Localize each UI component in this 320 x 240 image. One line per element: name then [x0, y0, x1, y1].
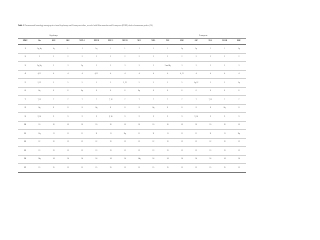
table-cell: 2	[203, 53, 217, 62]
table-cell: 5	[89, 79, 103, 88]
column-header: BRE	[237, 40, 241, 43]
table-cell: 14	[146, 155, 160, 164]
table-cell: 7	[232, 96, 246, 105]
table-cell: 1q	[189, 45, 203, 54]
table-cell: 8	[161, 104, 175, 113]
table-cell: 4	[218, 70, 232, 79]
table-cell: 6	[189, 87, 203, 96]
table-cell: 3	[175, 62, 189, 71]
table-cell: 9	[218, 113, 232, 122]
table-cell: 12	[32, 138, 46, 147]
group-peromyscus: Peromyscus	[161, 34, 247, 39]
table-cell: 10	[118, 121, 132, 130]
table-cell: 6	[104, 87, 118, 96]
column-header: NEP-C	[108, 40, 114, 43]
table-cell: 5	[104, 79, 118, 88]
table-cell: 3	[104, 62, 118, 71]
table-cell: 15	[232, 164, 246, 173]
caption-text: Chromosomal homology among species from Onychomys and Peromyscus tribes, revealed with Mus musculus and Peromyscus (PERE) whole-chromosome probes (CS)	[24, 25, 153, 27]
table-cell: 12	[75, 138, 89, 147]
table-cell: 6	[232, 87, 246, 96]
table-cell: 1	[118, 45, 132, 54]
table-cell: 3	[18, 62, 32, 71]
table-cell: 3	[232, 62, 246, 71]
table-cell: 2	[32, 53, 46, 62]
table-cell: 14	[189, 155, 203, 164]
table-cell: 9, 16	[189, 113, 203, 122]
table-cell: 8	[75, 104, 89, 113]
table-cell: 5	[203, 79, 217, 88]
table-cell: 11	[161, 130, 175, 139]
column-header: TSE	[166, 40, 170, 43]
table-cell: 1q	[89, 45, 103, 54]
table-cell: 15	[175, 164, 189, 173]
column-header: NEP-A	[79, 40, 85, 43]
table-cell: 11	[146, 130, 160, 139]
table-cell: 1	[203, 45, 217, 54]
table-cell: 6q	[32, 87, 46, 96]
table-cell: 6q	[132, 87, 146, 96]
table-cell: 6	[175, 87, 189, 96]
table-cell: 4	[189, 70, 203, 79]
table-cell: 15	[47, 164, 61, 173]
table-cell: 2	[232, 53, 246, 62]
table-cell: 11	[132, 130, 146, 139]
group-onychomys: Onychomys	[18, 34, 89, 39]
table-cell: 14	[104, 155, 118, 164]
table-cell: 7	[18, 96, 32, 105]
table-cell: 8	[18, 104, 32, 113]
table-cell: 9, 16	[104, 113, 118, 122]
table-cell: 9, 16	[32, 113, 46, 122]
table-cell: 3q, 8q	[32, 62, 46, 71]
column-header: MMU	[22, 40, 28, 43]
table-cell: 4, 11	[89, 70, 103, 79]
table-cell: 15	[89, 164, 103, 173]
table-row	[18, 130, 246, 139]
table-cell: 5, 12	[118, 79, 132, 88]
table-cell: 15	[104, 164, 118, 173]
table-cell: 3	[218, 62, 232, 71]
table-cell: 13	[161, 147, 175, 156]
table-cell: 13	[132, 147, 146, 156]
table-cell: 12	[189, 138, 203, 147]
table-cell: 14	[118, 155, 132, 164]
table-cell: 7	[161, 96, 175, 105]
table-cell: 3	[146, 62, 160, 71]
table-cell: 6	[146, 87, 160, 96]
column-header: NCOR	[222, 40, 228, 43]
column-header: NEP-D	[122, 40, 128, 43]
table-row	[18, 62, 246, 71]
table-cell: 11	[75, 130, 89, 139]
table-cell: 12	[146, 138, 160, 147]
column-header: NLA	[208, 40, 213, 43]
table-label: Table 1	[18, 25, 24, 27]
table-cell: 4	[118, 70, 132, 79]
table-cell: 10	[104, 121, 118, 130]
table-row	[18, 147, 246, 156]
table-cell: 11q	[32, 130, 46, 139]
table-cell: 8	[104, 104, 118, 113]
column-header: OLE	[66, 40, 70, 43]
homology-table	[18, 34, 246, 173]
table-cell: 7	[175, 96, 189, 105]
table-cell: 12	[132, 138, 146, 147]
table-cell: 5	[175, 79, 189, 88]
table-cell: 4	[232, 70, 246, 79]
table-cell: 12	[232, 138, 246, 147]
table-cell: 7	[47, 96, 61, 105]
table-cell: 8	[189, 104, 203, 113]
table-cell: 10	[203, 121, 217, 130]
table-cell: 7	[61, 96, 75, 105]
table-cell: 14	[232, 155, 246, 164]
table-cell: 14	[161, 155, 175, 164]
table-cell: 1	[146, 45, 160, 54]
table-cell: 13	[189, 147, 203, 156]
table-cell: 15	[189, 164, 203, 173]
table-cell: 11	[104, 130, 118, 139]
table-cell: 2	[161, 53, 175, 62]
table-cell: 9	[175, 113, 189, 122]
table-cell: 3	[132, 62, 146, 71]
table-cell: 8q	[89, 104, 103, 113]
table-cell: 2	[132, 53, 146, 62]
column-header: NEP-B	[93, 40, 99, 43]
table-cell: 14q	[132, 155, 146, 164]
table-cell: 7	[75, 96, 89, 105]
table-cell: 13	[18, 147, 32, 156]
table-cell: 5	[18, 79, 32, 88]
table-cell: 4	[47, 70, 61, 79]
table-cell: 6	[89, 87, 103, 96]
table-cell: 2	[61, 53, 75, 62]
table-cell: 15	[61, 164, 75, 173]
table-cell: 8	[203, 104, 217, 113]
table-cell: 1	[75, 45, 89, 54]
table-cell: 8q	[146, 104, 160, 113]
table-cell: 10	[232, 121, 246, 130]
table-cell: 1	[218, 45, 232, 54]
table-cell: 2	[47, 53, 61, 62]
table-cell: 13	[203, 147, 217, 156]
table-cell: 11	[175, 130, 189, 139]
table-cell: 3q	[75, 62, 89, 71]
table-cell: 5	[161, 79, 175, 88]
table-cell: 10	[47, 121, 61, 130]
table-cell: 3	[89, 62, 103, 71]
table-cell: 12	[218, 138, 232, 147]
column-header: NDA	[151, 40, 156, 43]
table-cell: 4	[132, 70, 146, 79]
table-cell: 3 and 8q	[161, 62, 175, 71]
table-cell: 6	[203, 87, 217, 96]
table-cell: 14	[203, 155, 217, 164]
table-row	[18, 164, 246, 173]
column-header: Chr	[37, 40, 41, 43]
table-cell: 15	[218, 164, 232, 173]
table-cell: 15	[75, 164, 89, 173]
table-cell: 4	[61, 70, 75, 79]
table-cell: 2	[75, 53, 89, 62]
table-cell: 1q	[232, 45, 246, 54]
table-cell: 6	[118, 87, 132, 96]
table-cell: 13	[146, 147, 160, 156]
table-cell: 15	[161, 164, 175, 173]
table-cell: 10	[89, 121, 103, 130]
table-cell: 6q	[75, 87, 89, 96]
table-cell: 6	[61, 87, 75, 96]
table-cell: 1	[132, 45, 146, 54]
table-cell: 15	[132, 164, 146, 173]
table-cell: 3	[189, 62, 203, 71]
table-cell: 2	[189, 53, 203, 62]
table-cell: 10	[75, 121, 89, 130]
table-cell: 1q, 4q	[32, 45, 46, 54]
table-cell: 15	[18, 164, 32, 173]
table-cell: 11	[189, 130, 203, 139]
table-cell: 14	[218, 155, 232, 164]
table-cell: 13	[75, 147, 89, 156]
table-cell: 1	[104, 45, 118, 54]
table-cell: 10	[146, 121, 160, 130]
table-cell: 11	[61, 130, 75, 139]
table-cell: 14	[175, 155, 189, 164]
table-cell: 8q	[218, 104, 232, 113]
table-cell: 2	[218, 53, 232, 62]
table-caption	[18, 25, 246, 28]
table-cell: 2	[118, 53, 132, 62]
table-cell: 5	[218, 79, 232, 88]
table-cell: 10	[218, 121, 232, 130]
table-cell: 8	[232, 104, 246, 113]
table-cell: 5	[61, 79, 75, 88]
table-cell: 12	[203, 138, 217, 147]
table-cell: 10	[18, 121, 32, 130]
table-cell: 11	[89, 130, 103, 139]
table-cell: 6	[47, 87, 61, 96]
table-cell: 1q	[47, 45, 61, 54]
table-cell: 5	[75, 79, 89, 88]
table-cell: 4	[18, 70, 32, 79]
table-cell: 15	[32, 164, 46, 173]
table-row	[18, 138, 246, 147]
table-cell: 14	[89, 155, 103, 164]
table-cell: 7	[132, 96, 146, 105]
table-row	[18, 104, 246, 113]
table-cell: 2	[175, 53, 189, 62]
table-cell: 8	[61, 104, 75, 113]
column-header: ASP	[194, 40, 198, 43]
table-cell: 7	[118, 96, 132, 105]
table-cell: 12	[47, 138, 61, 147]
table-row	[18, 45, 246, 54]
table-cell: 15	[203, 164, 217, 173]
table-cell: 8q	[32, 104, 46, 113]
table-cell: 5q	[232, 79, 246, 88]
table-cell: 9	[132, 113, 146, 122]
table-cell: 1	[161, 45, 175, 54]
table-cell: 9	[203, 113, 217, 122]
table-cell: 7, 12	[203, 96, 217, 105]
table-cell: 8	[175, 104, 189, 113]
table-cell: 12	[104, 138, 118, 147]
table-cell: 9	[232, 113, 246, 122]
table-row	[18, 121, 246, 130]
table-cell: 13	[218, 147, 232, 156]
table-cell: 7	[189, 96, 203, 105]
table-cell: 5	[47, 79, 61, 88]
column-header: ONE	[180, 40, 184, 43]
table-cell: 2	[146, 53, 160, 62]
table-cell: 11	[18, 130, 32, 139]
table-cell: 6	[218, 87, 232, 96]
table-row	[18, 96, 246, 105]
table-cell: 7, 12	[104, 96, 118, 105]
table-cell: 8	[118, 104, 132, 113]
table-row	[18, 113, 246, 122]
table-cell: 14	[47, 155, 61, 164]
table-cell: 11q	[232, 130, 246, 139]
table-cell: 11	[203, 130, 217, 139]
table-body	[18, 45, 246, 173]
table-cell: 13	[104, 147, 118, 156]
table-cell: 14	[75, 155, 89, 164]
table-cell: 4	[203, 70, 217, 79]
table-cell: 10	[175, 121, 189, 130]
column-header: NPA	[137, 40, 141, 43]
table-row	[18, 87, 246, 96]
table-cell: 2	[18, 53, 32, 62]
table-cell: 8	[47, 104, 61, 113]
table-cell: 10	[32, 121, 46, 130]
table-cell: 6	[18, 87, 32, 96]
table-cell: 7	[89, 96, 103, 105]
table-cell: 12	[175, 138, 189, 147]
table-cell: 3	[118, 62, 132, 71]
table-row	[18, 155, 246, 164]
table-cell: 1q	[175, 45, 189, 54]
table-cell: 1	[18, 45, 32, 54]
table-cell: 11	[218, 130, 232, 139]
table-cell: 15	[118, 164, 132, 173]
table-cell: 12	[118, 138, 132, 147]
table-cell: 11q	[118, 130, 132, 139]
table-cell: 4	[161, 70, 175, 79]
table-cell: 9	[118, 113, 132, 122]
table-cell: 2	[89, 53, 103, 62]
table-cell: 10	[132, 121, 146, 130]
table-cell: 14	[61, 155, 75, 164]
table-cell: 5	[146, 79, 160, 88]
table-cell: 14	[18, 155, 32, 164]
table-cell: 14q	[32, 155, 46, 164]
table-cell: 4, 11	[175, 70, 189, 79]
table-cell: 12	[161, 138, 175, 147]
table-row	[18, 53, 246, 62]
table-cell: 4	[104, 70, 118, 79]
table-cell: 9	[75, 113, 89, 122]
table-cell: 7	[218, 96, 232, 105]
table-cell: 1	[61, 45, 75, 54]
table-cell: 13	[32, 147, 46, 156]
column-header: OLE	[51, 40, 56, 43]
table-cell: 13	[232, 147, 246, 156]
table-cell: 13	[47, 147, 61, 156]
table-cell: 9	[161, 113, 175, 122]
table-cell: 10	[61, 121, 75, 130]
table-row	[18, 70, 246, 79]
table-cell: 4	[75, 70, 89, 79]
table-cell: 8	[132, 104, 146, 113]
table-cell: 13	[89, 147, 103, 156]
table-cell: 9	[18, 113, 32, 122]
table-cell: 13	[175, 147, 189, 156]
table-cell: 3	[61, 62, 75, 71]
table-cell: 12	[61, 138, 75, 147]
table-cell: 5q, 12	[189, 79, 203, 88]
table-cell: 4	[146, 70, 160, 79]
table-cell: 3	[47, 62, 61, 71]
table-cell: 5	[132, 79, 146, 88]
table-cell: 9	[146, 113, 160, 122]
table-cell: 12	[18, 138, 32, 147]
table-cell: 10	[161, 121, 175, 130]
table-cell: 4, 11	[32, 70, 46, 79]
table-cell: 7, 12	[32, 96, 46, 105]
table-cell: 3	[203, 62, 217, 71]
table-cell: 5, 12	[32, 79, 46, 88]
table-row	[18, 79, 246, 88]
table-cell: 13	[118, 147, 132, 156]
table-cell: 11	[47, 130, 61, 139]
table-cell: 2	[104, 53, 118, 62]
table-cell: 6	[161, 87, 175, 96]
table-cell: 7	[146, 96, 160, 105]
table-cell: 9	[61, 113, 75, 122]
table-cell: 9	[47, 113, 61, 122]
table-cell: 15	[146, 164, 160, 173]
table-cell: 13	[61, 147, 75, 156]
table-cell: 10	[189, 121, 203, 130]
table-cell: 12	[89, 138, 103, 147]
table-cell: 9	[89, 113, 103, 122]
